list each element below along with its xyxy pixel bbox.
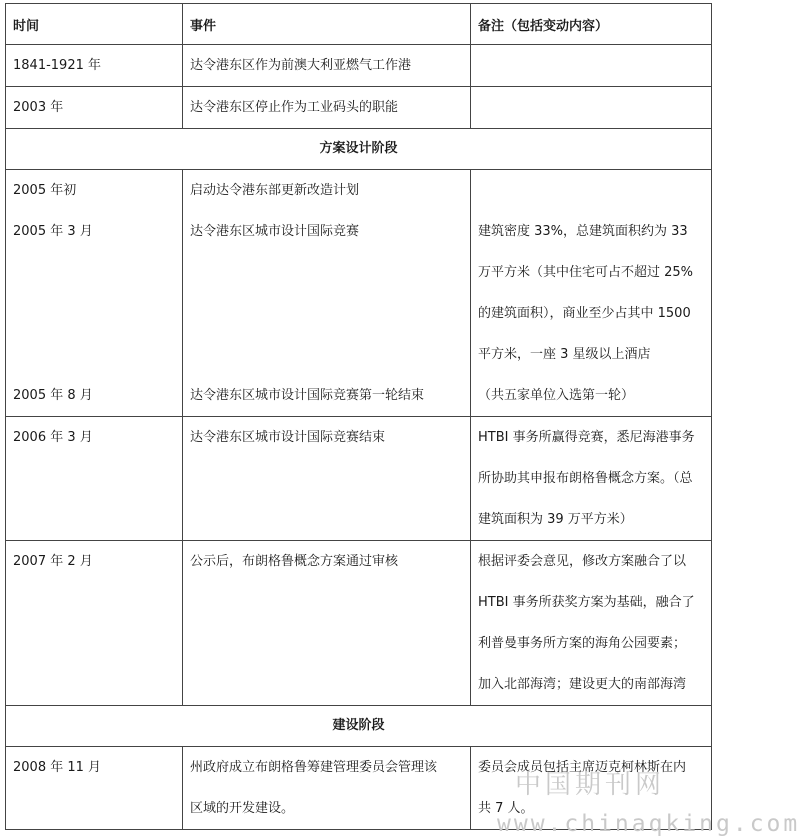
header-event: 事件 — [183, 4, 471, 45]
section-row — [6, 129, 712, 170]
note-line: 共 7 人。 — [478, 801, 534, 816]
section-row — [6, 706, 712, 747]
note-cell — [471, 417, 712, 541]
event-line: 达令港东区城市设计国际竞赛 — [190, 224, 360, 239]
note-line: HTBI 事务所赢得竞赛，悉尼海港事务 — [478, 430, 695, 445]
event-line: 启动达令港东部更新改造计划 — [190, 183, 360, 198]
note-line: （共五家单位入选第一轮） — [478, 388, 635, 403]
section-title-design: 方案设计阶段 — [6, 129, 712, 170]
note-cell — [471, 45, 712, 87]
note-cell — [471, 541, 712, 706]
event-line — [190, 293, 463, 334]
event-line: 区域的开发建设。 — [190, 801, 295, 816]
table-row — [6, 541, 712, 706]
event-line: 达令港东区城市设计国际竞赛第一轮结束 — [190, 388, 425, 403]
time-cell — [6, 170, 183, 417]
watermark-url: www.chinaqking.com — [497, 811, 800, 837]
note-line: 委员会成员包括主席迈克柯林斯在内 — [478, 760, 687, 775]
time-line: 2005 年 3 月 — [13, 224, 93, 239]
table-row — [6, 87, 712, 129]
timeline-table — [5, 3, 712, 830]
event-cell — [183, 170, 471, 417]
note-cell — [471, 87, 712, 129]
section-title-construction: 建设阶段 — [6, 706, 712, 747]
event-line — [190, 334, 463, 375]
event-cell: 达令港东区停止作为工业码头的职能 — [183, 87, 471, 129]
note-line: 的建筑面积），商业至少占其中 1500 — [478, 306, 691, 321]
time-cell: 2006 年 3 月 — [6, 417, 183, 541]
note-cell — [471, 170, 712, 417]
event-cell: 公示后，布朗格鲁概念方案通过审核 — [183, 541, 471, 706]
header-time: 时间 — [6, 4, 183, 45]
header-note: 备注（包括变动内容） — [471, 4, 712, 45]
time-line — [13, 293, 175, 334]
time-line — [13, 252, 175, 293]
note-line: 平方米，一座 3 星级以上酒店 — [478, 347, 651, 362]
time-cell: 2008 年 11 月 — [6, 747, 183, 830]
event-line: 州政府成立布朗格鲁筹建管理委员会管理该 — [190, 760, 438, 775]
table-row — [6, 417, 712, 541]
note-line: 所协助其申报布朗格鲁概念方案。（总 — [478, 471, 693, 486]
header-row — [6, 4, 712, 45]
note-line: 根据评委会意见，修改方案融合了以 — [478, 554, 687, 569]
note-line: 建筑面积为 39 万平方米） — [478, 512, 633, 527]
time-line: 2005 年初 — [13, 183, 77, 198]
note-line: 建筑密度 33%，总建筑面积约为 33 — [478, 224, 688, 239]
note-line: 利普曼事务所方案的海角公园要素； — [478, 636, 687, 651]
note-line: 万平方米（其中住宅可占不超过 25% — [478, 265, 694, 280]
watermark-text: 中国期刊网 — [515, 770, 666, 800]
time-cell: 2007 年 2 月 — [6, 541, 183, 706]
time-line: 2005 年 8 月 — [13, 388, 93, 403]
time-line — [13, 334, 175, 375]
event-line — [190, 252, 463, 293]
time-cell: 1841-1921 年 — [6, 45, 183, 87]
note-line — [478, 170, 704, 211]
time-cell: 2003 年 — [6, 87, 183, 129]
event-cell: 达令港东区作为前澳大利亚燃气工作港 — [183, 45, 471, 87]
table-row — [6, 170, 712, 417]
event-cell: 达令港东区城市设计国际竞赛结束 — [183, 417, 471, 541]
table-row — [6, 45, 712, 87]
note-line: HTBI 事务所获奖方案为基础，融合了 — [478, 595, 695, 610]
event-cell — [183, 747, 471, 830]
note-line: 加入北部海湾；建设更大的南部海湾 — [478, 677, 687, 692]
